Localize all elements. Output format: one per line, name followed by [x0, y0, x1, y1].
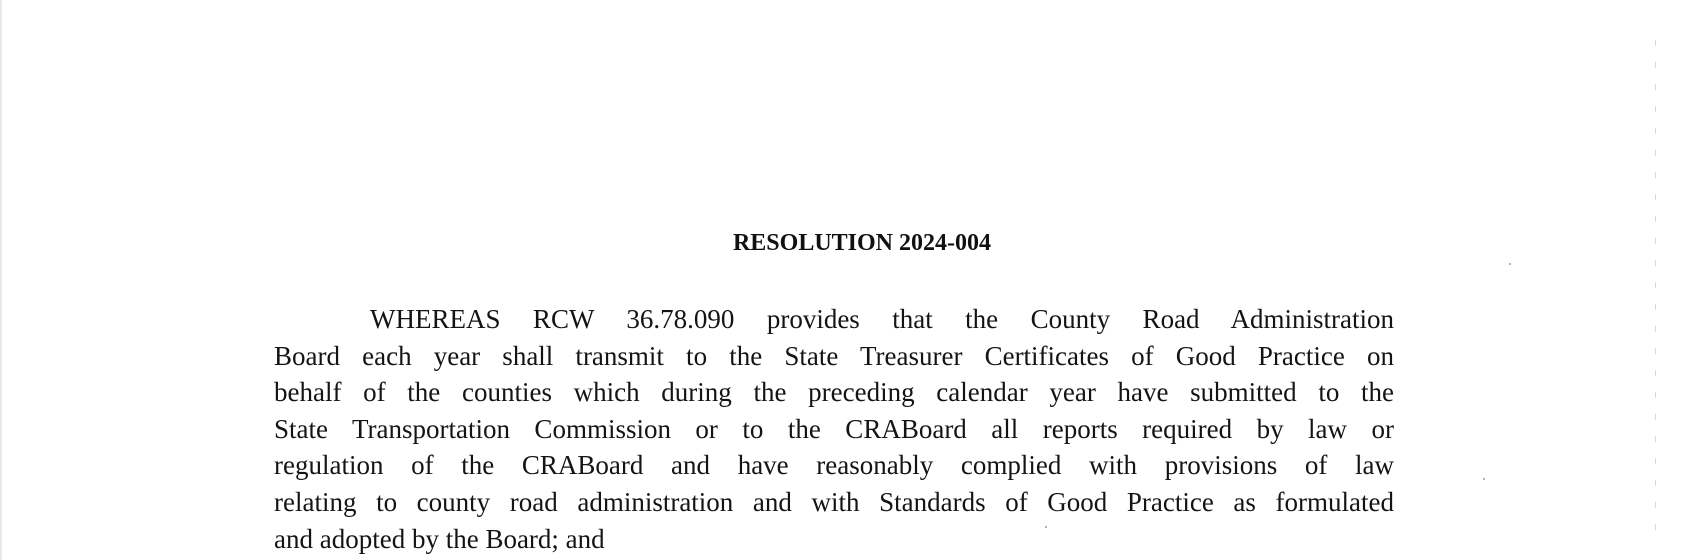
paragraph-line: regulation of the CRABoard and have reasonably complied with provisions of law: [274, 450, 1394, 481]
paragraph-line: relating to county road administration and with Standards of Good Practice as formulated: [274, 486, 1394, 517]
paragraph-line: and adopted by the Board; and: [274, 523, 605, 554]
page-left-edge: [0, 0, 2, 560]
scan-speck: [1483, 478, 1485, 480]
scan-edge-mark: [1655, 40, 1656, 540]
paragraph-line: Board each year shall transmit to the State Treasurer Certificates of Good Practice on: [274, 340, 1394, 371]
whereas-paragraph: [274, 301, 1394, 557]
paragraph-line: behalf of the counties which during the preceding calendar year have submitted to the: [274, 377, 1394, 408]
paragraph-line: State Transportation Commission or to the CRABoard all reports required by law or: [274, 413, 1394, 444]
scan-speck: [1509, 263, 1511, 265]
paragraph-line: WHEREAS RCW 36.78.090 provides that the County Road Administration: [370, 304, 1394, 334]
resolution-title: RESOLUTION 2024-004: [732, 230, 992, 256]
